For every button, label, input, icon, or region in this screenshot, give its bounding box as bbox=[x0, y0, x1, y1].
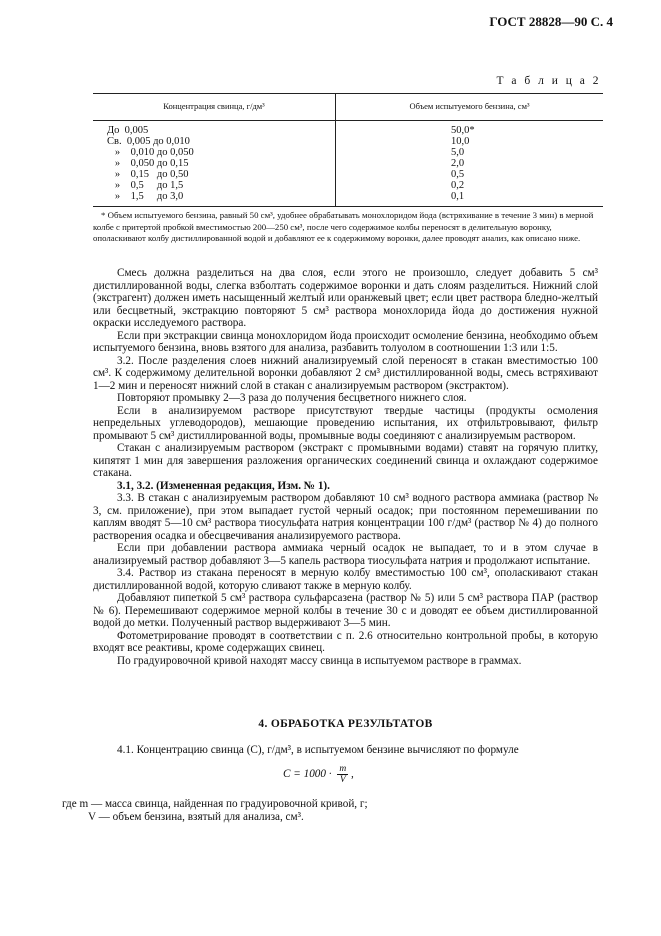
table-footnote: * Объем испытуемого бензина, равный 50 см³, удобнее обрабатывать монохлоридом йода (встряхивание в течение 3 мин) в мерной колбе с притертой пробкой вместимостью 200—250 см³, после чего содержимое колбы переносят в делительную воронку, ополаскивают колбу дистиллированной водой и добавляют ее к содержимому воронки, далее проводят анализ, как описано ниже. bbox=[93, 210, 594, 243]
paragraph: Смесь должна разделиться на два слоя, если этого не произошло, следует добавить 5 см³ дистиллированной воды, слегка взболтать содержимое воронки и дать слоям разделиться. Нижний слой (экстрагент) должен иметь насыщенный желтый или оранжевый цвет; если цвет раствора бледно-желтый или бесцветный, экстракцию повторяют 5 см³ раствора монохлорида йода до достижения нужной окраски исследуемого раствора. bbox=[93, 267, 598, 329]
section-title: 4. ОБРАБОТКА РЕЗУЛЬТАТОВ bbox=[258, 718, 433, 730]
table-row: » 0,010 до 0,050 5,0 bbox=[107, 147, 465, 158]
formula-denominator: V bbox=[339, 775, 346, 785]
paragraph: Если в анализируемом растворе присутствуют твердые частицы (продукты осмоления непредельных углеводородов), мешающие проведению испытания, их отфильтровывают, фильтр промывают 5 см³ дистиллированной воды, промывные воды соединяют с анализируемым раствором. bbox=[93, 404, 598, 442]
paragraph: Стакан с анализируемым раствором (экстракт с промывными водами) ставят на горячую плитку, кипятят 1 мин для завершения разложения органических соединений свинца и охлаждают содержимое стакана. bbox=[93, 442, 598, 479]
table-row: » 1,5 до 3,0 0,1 bbox=[107, 191, 465, 202]
paragraph: Если при экстракции свинца монохлоридом йода происходит осмоление бензина, необходимо объем испытуемого бензина, вновь взятого для анализа, разбавить толуолом в соотношении 1:3 или 1:5. bbox=[93, 329, 598, 354]
body-text bbox=[93, 267, 598, 667]
table-row: » 0,15 до 0,50 0,5 bbox=[107, 169, 465, 180]
paragraph-3-3: 3.3. В стакан с анализируемым раствором добавляют 10 см³ водного раствора аммиака (раствор № 3, см. приложение), при этом выпадает густой черный осадок; при постоянном перемешивании по каплям вводят 5—10 см³ раствора тиосульфата натрия концентрации 100 г/дм³ (раствор № 4) до полного растворения осадка и обесцвечивания анализируемого раствора. bbox=[93, 492, 598, 542]
where-v: V — объем бензина, взятый для анализа, см³. bbox=[88, 811, 304, 823]
table-row: Св. 0,005 до 0,010 10,0 bbox=[107, 136, 470, 147]
where-m: где m — масса свинца, найденная по градуировочной кривой, г; bbox=[62, 798, 368, 810]
paragraph-3-4: 3.4. Раствор из стакана переносят в мерную колбу вместимостью 100 см³, ополаскивают стакан дистиллированной водой, которую сливают также в мерную колбу. bbox=[93, 567, 598, 592]
paragraph: По градуировочной кривой находят массу свинца в испытуемом растворе в граммах. bbox=[117, 654, 522, 667]
paragraph: Повторяют промывку 2—3 раза до получения бесцветного нижнего слоя. bbox=[117, 392, 467, 404]
table-row: » 0,5 до 1,5 0,2 bbox=[107, 180, 465, 191]
formula-tail: , bbox=[351, 768, 354, 781]
table-row: До 0,005 50,0* bbox=[107, 125, 475, 136]
paragraph: Если при добавлении раствора аммиака черный осадок не выпадает, то и в этом случае в анализируемый раствор добавляют 3—5 капель раствора тиосульфата натрия и продолжают испытание. bbox=[93, 542, 598, 567]
column-header-volume: Объем испытуемого бензина, см³ bbox=[409, 101, 530, 111]
table-row: » 0,050 до 0,15 2,0 bbox=[107, 158, 465, 169]
paragraph: Фотометрирование проводят в соответствии с п. 2.6 относительно контрольной пробы, в которую входят все реактивы, кроме содержащих свинец. bbox=[93, 629, 598, 654]
paragraph-3-2: 3.2. После разделения слоев нижний анализируемый слой переносят в стакан вместимостью 100 см³. К содержимому делительной воронки добавляют 2 см³ дистиллированной воды, смесь встряхивают 1—2 мин и переносят нижний слой в стакан с анализируемым раствором (экстрактом). bbox=[93, 354, 598, 392]
table-2 bbox=[93, 93, 603, 207]
paragraph-4-1: 4.1. Концентрацию свинца (C), г/дм³, в испытуемом бензине вычисляют по формуле bbox=[117, 744, 519, 756]
formula bbox=[283, 764, 354, 785]
amendment-note: 3.1, 3.2. (Измененная редакция, Изм. № 1). bbox=[117, 479, 330, 492]
formula-fraction bbox=[337, 764, 348, 785]
table-caption: Т а б л и ц а 2 bbox=[496, 75, 601, 87]
formula-numerator: m bbox=[339, 764, 347, 774]
column-header-concentration: Концентрация свинца, г/дм³ bbox=[163, 101, 265, 111]
page-header: ГОСТ 28828—90 С. 4 bbox=[489, 14, 613, 29]
formula-lhs: C = 1000 · bbox=[283, 768, 332, 781]
paragraph: Добавляют пипеткой 5 см³ раствора сульфарсазена (раствор № 5) или 5 см³ раствора ПАР (раствор № 6). Перемешивают содержимое мерной колбы в течение 30 с и доводят ее объем дистиллированной водой до метки. Полученный раствор выдерживают 3—5 мин. bbox=[93, 592, 598, 629]
